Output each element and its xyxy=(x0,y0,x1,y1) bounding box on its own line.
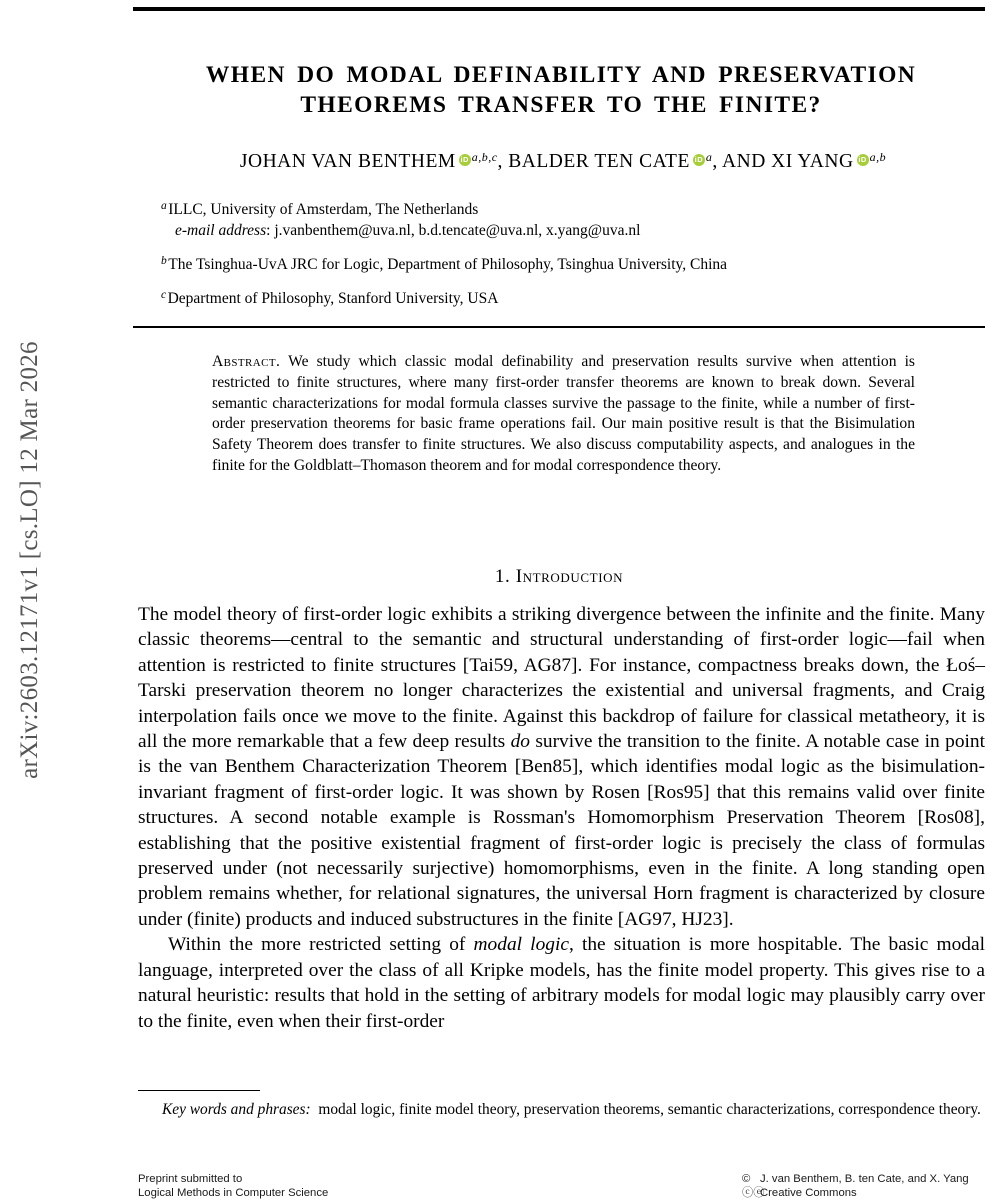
affiliation-text: Department of Philosophy, Stanford University, USA xyxy=(167,290,499,307)
arxiv-stamp-text: arXiv:2603.12171v1 [cs.LO] 12 Mar 2026 xyxy=(16,341,43,779)
paragraph-2-part-2: , the situation is more hospitable. The basic modal language, interpreted over the class of all Kripke models, has the finite model property. This gives rise to a natural heuristic: results that hold in the setting of arbitrary models for modal logic may plausibly carry over to the finite, even when their first-order xyxy=(138,934,985,1032)
paragraph-2 xyxy=(138,932,985,1034)
copyright-holders: J. van Benthem, B. ten Cate, and X. Yang xyxy=(760,1173,969,1185)
author-separator-1: , xyxy=(497,151,509,172)
footnote-rule xyxy=(138,1090,260,1091)
author-name-3: XI YANG xyxy=(771,151,854,172)
affiliation-marker: b xyxy=(161,255,167,267)
affiliation-item xyxy=(161,251,961,275)
paragraph-1-part-1: The model theory of first-order logic exhibits a striking divergence between the infinite and the finite. Many classic theorems—central to the semantic and structural understanding of first-order logic—fail when attention is restricted to finite structures [Tai59, AG87]. For instance, compactness breaks down, the Łoś–Tarski preservation theorem no longer characterizes the existential and universal fragments, and Craig interpolation fails once we move to the finite. Against this backdrop of failure for classical metatheory, it is all the more remarkable that a few deep results xyxy=(138,604,985,753)
orcid-id-icon[interactable] xyxy=(857,154,869,166)
header-rule xyxy=(133,7,985,11)
affiliation-list xyxy=(161,196,961,319)
footer-left xyxy=(138,1172,328,1200)
author-list xyxy=(153,150,973,173)
paragraph-2-part-1: Within the more restricted setting of xyxy=(168,934,474,956)
paragraph-1-emphasis: do xyxy=(510,731,530,753)
affiliation-marker: c xyxy=(161,289,167,301)
author-affiliation-marker-3: a,b xyxy=(869,150,887,164)
creative-commons-icon: ⓒⓔ xyxy=(742,1187,765,1199)
affiliation-text: ILLC, University of Amsterdam, The Netherlands xyxy=(168,201,479,218)
email-label: e-mail address xyxy=(175,222,267,239)
author-affiliation-marker-1: a,b,c xyxy=(471,150,498,164)
paper-page xyxy=(133,0,986,1200)
section-title: Introduction xyxy=(515,566,624,587)
footer-right xyxy=(742,1172,969,1200)
section-heading xyxy=(133,566,985,588)
email-addresses[interactable]: j.vanbenthem@uva.nl, b.d.tencate@uva.nl, x.yang@uva.nl xyxy=(274,222,641,239)
paragraph-1-part-2: survive the transition to the finite. A notable case in point is the van Benthem Characterization Theorem [Ben85], which identifies modal logic as the bisimulation-invariant fragment of first-order logic. It was shown by Rosen [Ros95] that this remains valid over finite structures. A second notable example is Rossman's Homomorphism Preservation Theorem [Ros08], establishing that the positive existential fragment of first-order logic is precisely the class of formulas preserved under (not necessarily surjective) homomorphisms, even in the finite. A long standing open problem remains whether, for relational signatures, the universal Horn fragment is characterized by closure under (finite) products and induced substructures in the finite [AG97, HJ23]. xyxy=(138,731,985,930)
author-affiliation-marker-2: a xyxy=(705,150,713,164)
license-row xyxy=(742,1186,969,1200)
author-separator-2: , AND xyxy=(712,151,772,172)
preprint-submitted-label: Preprint submitted to xyxy=(138,1173,243,1185)
keywords-label: Key words and phrases: xyxy=(162,1101,311,1118)
title-line-1: WHEN DO MODAL DEFINABILITY AND PRESERVATION xyxy=(205,62,917,88)
author-name-2: BALDER TEN CATE xyxy=(508,151,690,172)
affiliation-marker: a xyxy=(161,200,167,212)
abstract-body: We study which classic modal definability and preservation results survive when attention is restricted to finite structures, where many first-order transfer theorems are known to break down. Several semantic characterizations for modal formula classes survive the passage to the finite, while a number of first-order preservation theorems for basic frame operations fail. Our main positive result is that the Bisimulation Safety Theorem does transfer to finite structures. We also discuss computability aspects, and analogues in the finite for the Goldblatt–Thomason theorem and for modal correspondence theory. xyxy=(212,353,915,474)
abstract-block xyxy=(212,352,915,477)
body-text xyxy=(138,602,985,1034)
title-line-2: THEOREMS TRANSFER TO THE FINITE? xyxy=(300,92,822,118)
affiliation-text: The Tsinghua-UvA JRC for Logic, Department of Philosophy, Tsinghua University, China xyxy=(168,256,728,273)
paragraph-1 xyxy=(138,602,985,932)
abstract-rule xyxy=(133,326,985,328)
footnote-block xyxy=(138,1100,985,1120)
affiliation-item xyxy=(161,285,961,309)
author-name-1: JOHAN VAN BENTHEM xyxy=(239,151,456,172)
email-line xyxy=(161,220,961,241)
affiliation-item xyxy=(161,196,961,241)
email-separator: : xyxy=(266,222,275,239)
orcid-id-icon[interactable] xyxy=(459,154,471,166)
section-number: 1. xyxy=(494,566,511,587)
orcid-id-icon[interactable] xyxy=(693,154,705,166)
paragraph-2-emphasis: modal logic xyxy=(473,934,569,956)
license-name[interactable]: Creative Commons xyxy=(760,1187,857,1199)
copyright-icon: © xyxy=(742,1173,751,1185)
copyright-row xyxy=(742,1172,969,1186)
arxiv-stamp xyxy=(0,0,60,1200)
journal-name: Logical Methods in Computer Science xyxy=(138,1187,329,1199)
page-title xyxy=(171,60,951,120)
keywords-text: modal logic, finite model theory, preservation theorems, semantic characterizations, correspondence theory. xyxy=(318,1101,981,1118)
abstract-heading: Abstract. xyxy=(212,353,281,370)
